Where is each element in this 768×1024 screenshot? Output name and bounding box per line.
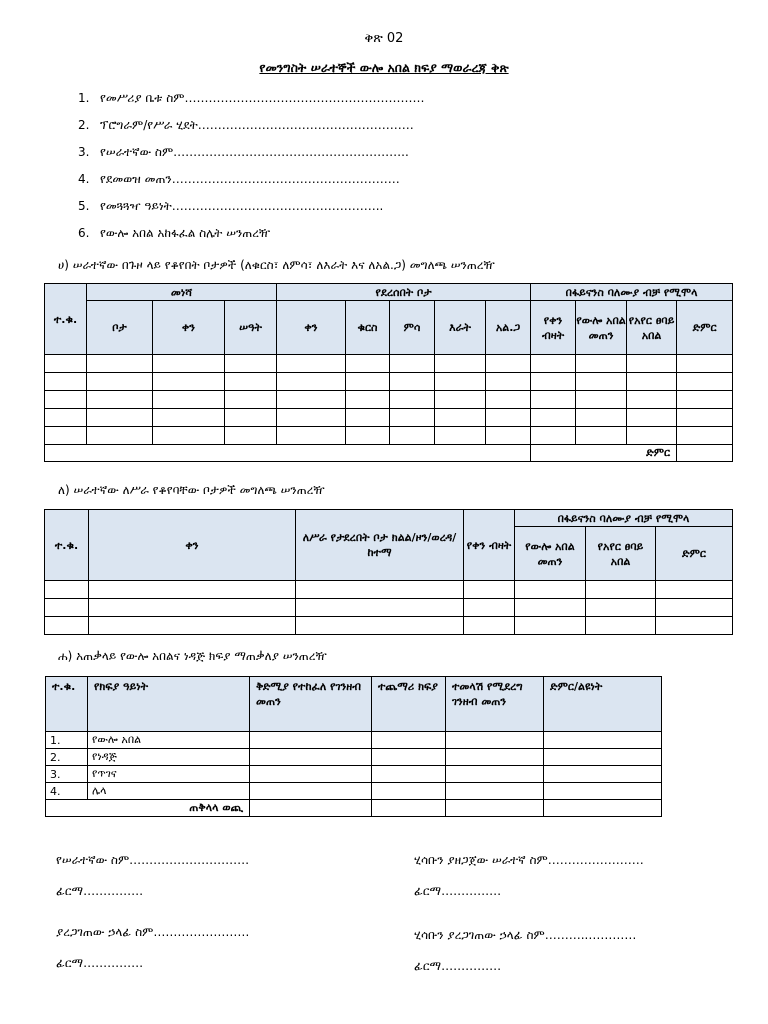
col-finance-only: በፋይናንስ ባለሙያ ብቻ የሚሞላ <box>515 510 733 527</box>
table-row <box>46 783 662 800</box>
table-row <box>46 766 662 783</box>
verifier-name-line[interactable]: ሂሳቡን ያረጋገጠው ኃላፊ ስም………..………… <box>414 928 637 942</box>
field-number: 2. <box>78 118 90 132</box>
field-label: የመጓጓዣ ዓይነት…………………………………………….. <box>100 199 384 213</box>
total-label: ድምር <box>531 445 677 462</box>
accountant-signature-line[interactable]: ፊርማ…………… <box>414 884 502 898</box>
field-number: 1. <box>78 91 90 105</box>
col-no: ተ.ቁ. <box>45 284 87 355</box>
table-row <box>45 355 733 373</box>
field-label: የደመወዝ መጠን………………………………………………… <box>100 172 400 186</box>
field-label: ፕሮግራም/የሥራ ሂደት……………………………………………… <box>100 118 414 132</box>
row-payment-type: የነዳጅ <box>88 749 250 766</box>
field-employee-name[interactable] <box>78 142 424 169</box>
col-payment-type: የክፍያ ዓይነት <box>88 677 250 732</box>
field-number: 5. <box>78 199 90 213</box>
col-place: ቦታ <box>87 301 153 355</box>
table-row <box>45 617 733 635</box>
section-c-table <box>45 676 662 817</box>
total-row <box>45 445 733 462</box>
col-breakfast: ቁርስ <box>346 301 390 355</box>
form-title-text: የመንግስት ሠራተኞች ውሎ አበል ክፍያ ማወራረጃ ቅጽ <box>259 60 509 75</box>
section-a-table <box>44 283 733 462</box>
approver-signature-line[interactable]: ፊርማ…………… <box>56 956 144 970</box>
table-row <box>45 599 733 617</box>
section-c-title: ሐ) አጠቃላይ የውሎ አበልና ነዳጅ ክፍያ ማጠቃለያ ሠንጠረዥ <box>58 649 327 663</box>
field-program[interactable] <box>78 115 424 142</box>
approver-name-line[interactable]: ያረጋገጠው ኃላፊ ስም…………………… <box>56 925 250 939</box>
col-allowance-amount: የውሎ አበል መጠን <box>576 301 627 355</box>
col-bed: አል.ጋ <box>486 301 531 355</box>
field-transport-type[interactable] <box>78 196 424 223</box>
col-total: ድምር <box>656 527 733 581</box>
col-work-place: ለሥራ የታደረበት ቦታ ክልል/ዞን/ወረዳ/ከተማ <box>296 510 464 581</box>
col-finance-only: በፋይናንስ ባለሙያ ብቻ የሚሞላ <box>531 284 733 301</box>
accountant-name-line[interactable]: ሂሳቡን ያዘጋጀው ሠራተኛ ስም…………………… <box>414 853 644 867</box>
col-arrival-day: ቀን <box>277 301 346 355</box>
col-climate-allowance: የአየር ፀባይ አበል <box>586 527 656 581</box>
col-no: ተ.ቁ. <box>45 510 89 581</box>
field-label: የውሎ አበል አከፋፈል ስሌት ሠንጠረዥ <box>100 226 271 240</box>
row-number: 3. <box>46 766 88 783</box>
field-label: የመሥሪያ ቤቱ ስም…………………………………………………… <box>100 91 425 105</box>
section-a-title: ሀ) ሠራተኛው በጉዞ ላይ የቆየበት ቦታዎች (ለቁርስ፣ ለምሳ፣ ለእራት እና ለአል.ጋ) መግለጫ ሠንጠረዥ <box>58 258 495 272</box>
employee-name-line[interactable]: የሠራተኛው ስም………………………… <box>56 853 250 867</box>
row-number: 2. <box>46 749 88 766</box>
total-value-cell[interactable] <box>677 445 733 462</box>
col-lunch: ምሳ <box>390 301 435 355</box>
form-number: ቅጽ 02 <box>364 31 404 46</box>
col-day: ቀን <box>89 510 296 581</box>
table-row <box>45 581 733 599</box>
col-departure: መነሻ <box>87 284 277 301</box>
verifier-signature-line[interactable]: ፊርማ…………… <box>414 959 502 973</box>
field-label: የሠራተኛው ስም………………………………………………….. <box>100 145 409 159</box>
row-payment-type: የውሎ አበል <box>88 732 250 749</box>
col-total: ድምር <box>677 301 733 355</box>
field-number: 6. <box>78 226 90 240</box>
col-refund-amount: ተመላሽ የሚደረግ ገንዘብ መጠን <box>446 677 544 732</box>
col-climate-allowance: የአየር ፀባይ አበል <box>627 301 677 355</box>
row-number: 4. <box>46 783 88 800</box>
table-row <box>46 732 662 749</box>
table-row <box>45 409 733 427</box>
row-payment-type: ሌላ <box>88 783 250 800</box>
form-title <box>0 60 768 76</box>
field-number: 4. <box>78 172 90 186</box>
field-calculation-heading <box>78 223 424 250</box>
col-allowance-amount: የውሎ አበል መጠን <box>515 527 586 581</box>
grand-total-label: ጠቅላላ ወጪ <box>46 800 250 817</box>
field-salary[interactable] <box>78 169 424 196</box>
grand-total-row <box>46 800 662 817</box>
col-num-days: የቀን ብዛት <box>464 510 515 581</box>
row-payment-type: የጥገና <box>88 766 250 783</box>
col-num-days: የቀን ብዛት <box>531 301 576 355</box>
table-row <box>45 427 733 445</box>
col-arrival: የደረሰበት ቦታ <box>277 284 531 301</box>
table-row <box>45 391 733 409</box>
form-fields-list <box>78 88 424 250</box>
table-row <box>46 749 662 766</box>
col-additional-payment: ተጨማሪ ክፍያ <box>372 677 446 732</box>
col-no: ተ.ቁ. <box>46 677 88 732</box>
col-advance-paid: ቅድሚያ የተከፈለ የገንዘብ መጠን <box>250 677 372 732</box>
table-row <box>45 373 733 391</box>
field-office-name[interactable] <box>78 88 424 115</box>
section-b-title: ለ) ሠራተኛው ለሥራ የቆየባቸው ቦታዎች መግለጫ ሠንጠረዥ <box>58 483 325 497</box>
col-dinner: እራት <box>435 301 486 355</box>
col-day: ቀን <box>153 301 225 355</box>
employee-signature-line[interactable]: ፊርማ…………… <box>56 884 144 898</box>
row-number: 1. <box>46 732 88 749</box>
col-total-difference: ድምር/ልዩነት <box>544 677 662 732</box>
section-b-table <box>44 509 733 635</box>
field-number: 3. <box>78 145 90 159</box>
col-hour: ሠዓት <box>225 301 277 355</box>
